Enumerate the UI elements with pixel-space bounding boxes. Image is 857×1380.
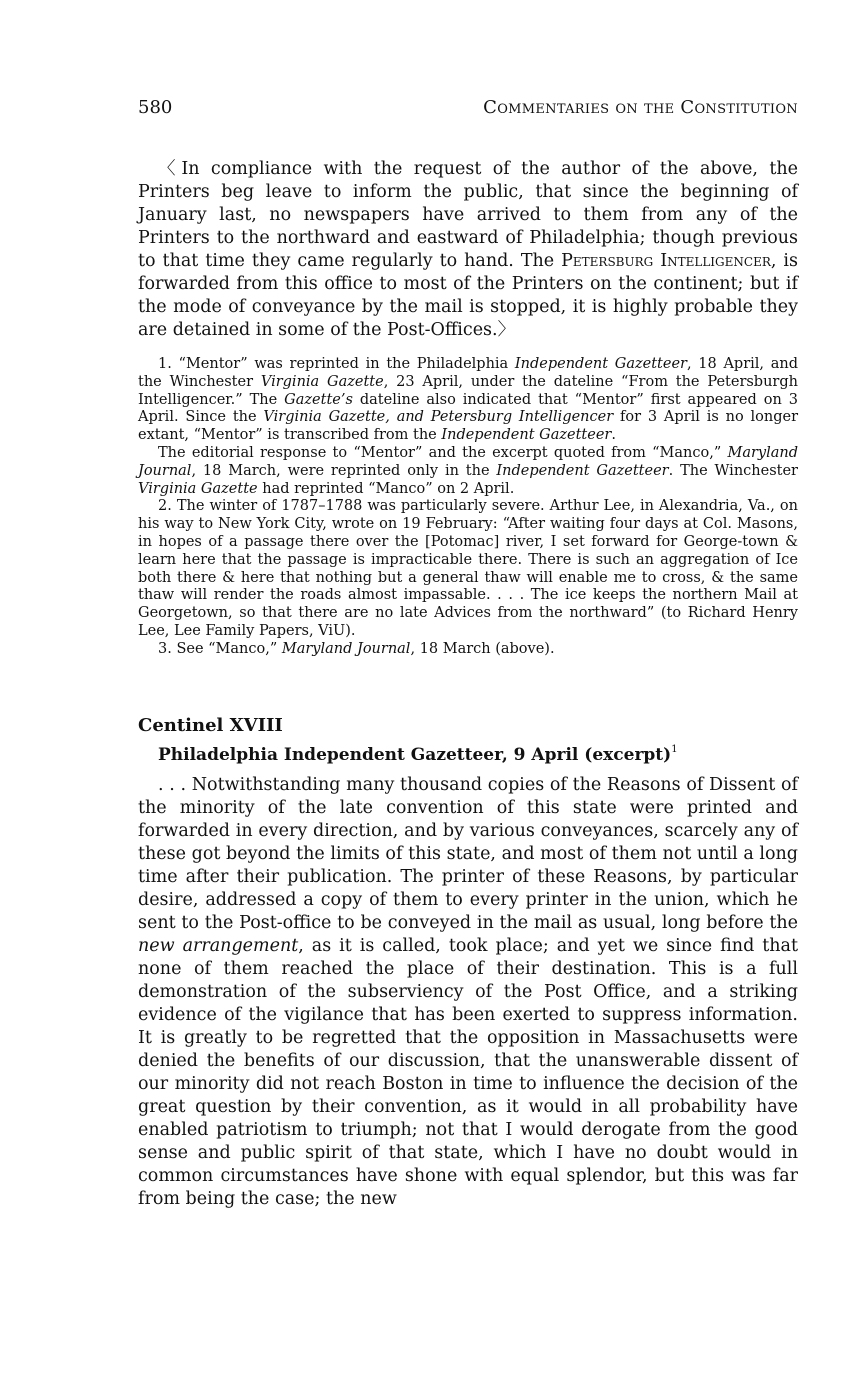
document-subtitle (158, 738, 678, 767)
text-run: . . . Notwithstanding many thousand copies of the Reasons of Dissent of the minority of the late convention of this state were printed and forwarded in every direction, and by various conveyances, scarcely any of these got beyond the limits of this state, and most of them not until a long time after their publication. The printer of these Reasons, by particular desire, addressed a copy of them to every printer in the union, which he sent to the Post-office to be conveyed in the mail as usual, long before the (138, 775, 798, 933)
footnote-2: 2. The winter of 1787–1788 was particularly severe. Arthur Lee, in Alexandria, Va., on his way to New York City, wrote on 19 February: “After waiting four days at Col. Masons, in hopes of a passage there over the [Potomac] river, I set forward for George-town & learn here that the passage is impracticable there. There is such an aggregation of Ice both there & here that nothing but a general thaw will enable me to cross, & the same thaw will render the roads almost impassable. . . . The ice keeps the northern Mail at Georgetown, so that there are no late Advices from the northward” (to Richard Henry Lee, Lee Family Papers, ViU). (138, 498, 798, 639)
footnote-1 (138, 356, 798, 445)
italic-run: Independent Gazetteer (514, 356, 687, 372)
newspaper-name: Petersburg Intelligencer (561, 251, 771, 271)
text-run: 〈In compliance with the request of the author of the above, the Printers beg leave to inform the public, that since the beginning of January last, no newspapers have arrived to them from any of the Printers to the northward and eastward of Philadelphia; though previous to that time they came regularly to hand. The (138, 159, 798, 271)
printers-note-paragraph (138, 158, 798, 342)
text-run: , 18 April, and the Winchester (138, 356, 798, 390)
text-run: 1. “Mentor” was reprinted in the Philadelphia (158, 356, 515, 372)
footnote-3 (138, 641, 798, 659)
italic-run: Gazette’s (284, 391, 353, 408)
italic-run: Maryland Journal (281, 640, 411, 657)
document-title: Centinel XVIII (138, 715, 283, 736)
footnote-1-continued (138, 445, 798, 498)
text-run: . (611, 427, 616, 444)
italic-run: Independent Gazetteer (496, 462, 669, 479)
text-run: . The Winchester (668, 462, 798, 479)
subtitle-text: Philadelphia Independent Gazetteer, 9 April (excerpt) (158, 745, 672, 765)
centinel-excerpt-paragraph (138, 774, 798, 1211)
page-header (138, 96, 798, 120)
text-run: , as it is called, took place; and yet we since find that none of them reached the place of their destination. This is a full demonstration of the subserviency of the Post Office, and a striking evidence of the vigilance that has been exerted to suppress information. It is greatly to be regretted that the opposition in Massachusetts were denied the benefits of our discussion, that the unanswerable dissent of our minority did not reach Boston in time to influence the decision of the great question by their convention, as it would in all probability have enabled patriotism to triumph; not that I would derogate from the good sense and public spirit of that state, which I have no doubt would in common circumstances have shone with equal splendor, but this was far from being the case; the new (138, 936, 799, 1209)
footnote-mark: 1 (671, 744, 678, 755)
italic-run: Maryland Journal (138, 444, 798, 479)
italic-run: Independent Gazetteer (441, 427, 612, 444)
running-head: Commentaries on the Constitution (483, 97, 798, 118)
text-run: The editorial response to “Mentor” and the excerpt quoted from “Manco,” (158, 444, 728, 461)
italic-run: Virginia Gazette, and Petersburg Intelligencer (263, 409, 614, 426)
text-run: , 18 March (above). (410, 640, 555, 657)
italic-run: Virginia Gazette (260, 373, 384, 390)
text-run: 3. See “Manco,” (158, 640, 282, 657)
footnotes (138, 356, 798, 659)
text-run: dateline also indicated that “Mentor” first appeared on 3 April. Since the (138, 391, 798, 426)
text-run: , 23 April, under the dateline “From the Petersburgh Intelligencer.” The (138, 373, 798, 408)
text-run: for 3 April is no longer extant, “Mentor” is transcribed from the (138, 409, 798, 444)
page-number: 580 (138, 97, 173, 118)
italic-run: Virginia Gazette (138, 480, 258, 497)
text-run: had reprinted “Manco” on 2 April. (257, 480, 515, 497)
text-run: , is forwarded from this office to most of the Printers on the continent; but if the mode of conveyance by the mail is stopped, it is highly probable they are detained in some of the Post-Offices.〉 (138, 251, 798, 340)
italic-run: new arrangement (138, 936, 299, 956)
text-run: , 18 March, were reprinted only in the (191, 462, 497, 479)
